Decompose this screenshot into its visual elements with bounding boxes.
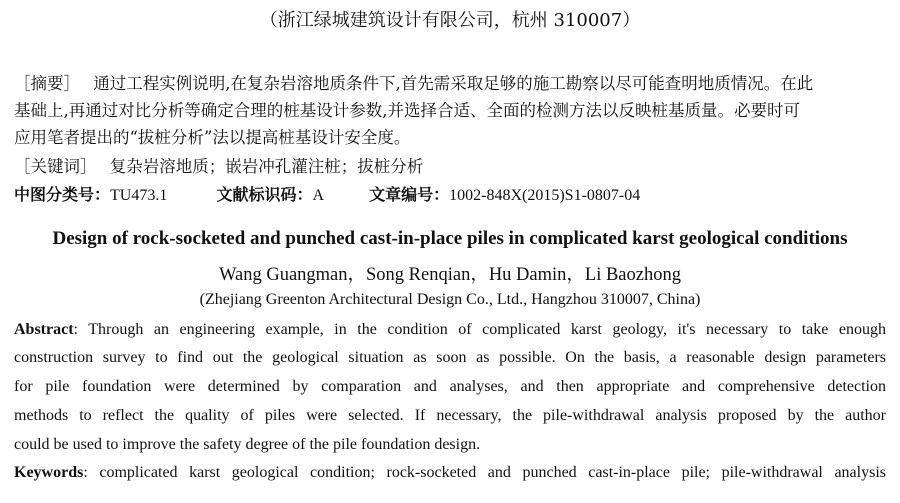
keywords-en (14, 464, 886, 482)
abstract-cn-line-3: 应用笔者提出的“拔桩分析”法以提高桩基设计安全度。 (14, 128, 411, 147)
keywords-cn-text: 复杂岩溶地质；嵌岩冲孔灌注桩；拔桩分析 (109, 157, 424, 176)
abstract-en-text-1: Through an engineering example, in the condition of complicated karst geology, it's necessary to take enough (88, 321, 887, 338)
doc-code-label: 文献标识码： (216, 185, 313, 204)
abstract-cn-label: ［摘要］ (14, 74, 80, 93)
keywords-en-sep: : (83, 464, 88, 481)
keywords-cn-label: ［关键词］ (14, 157, 97, 176)
affiliation-en: (Zhejiang Greenton Architectural Design Co., Ltd., Hangzhou 310007, China) (199, 291, 701, 308)
abstract-en-sep: : (73, 321, 78, 338)
abstract-en-line-5: could be used to improve the safety degree of the pile foundation design. (14, 436, 481, 453)
keywords-cn (14, 153, 423, 177)
abstract-en-label: Abstract (14, 321, 74, 338)
clc-value: TU473.1 (110, 187, 168, 204)
abstract-cn-line-2: 基础上,再通过对比分析等确定合理的桩基设计参数,并选择合适、全面的检测方法以反映桩基质量。必要时可 (14, 101, 800, 120)
keywords-en-text: complicated karst geological condition; rock-socketed and punched cast-in-place pile; pile-withdrawal analysis (99, 464, 886, 481)
clc-label: 中图分类号： (14, 185, 111, 204)
abstract-cn-text-1: 通过工程实例说明,在复杂岩溶地质条件下,首先需采取足够的施工勘察以尽可能查明地质情况。在此 (93, 74, 814, 93)
classification-line (14, 182, 640, 205)
authors-en: Wang Guangman，Song Renqian，Hu Damin，Li Baozhong (219, 265, 681, 285)
abstract-cn-line-1 (14, 70, 813, 94)
title-en: Design of rock-socketed and punched cast-in-place piles in complicated karst geological conditions (52, 228, 848, 249)
doc-code-value: A (312, 187, 325, 204)
abstract-en-line-1 (14, 321, 886, 339)
abstract-en-line-2: construction survey to find out the geological situation as soon as possible. On the basis, a reasonable design parameters (14, 349, 886, 366)
affiliation-cn: （浙江绿城建筑设计有限公司，杭州 310007） (259, 10, 641, 31)
keywords-en-label: Keywords (14, 464, 84, 481)
article-number-value: 1002-848X(2015)S1-0807-04 (449, 187, 641, 204)
abstract-en-line-4: methods to reflect the quality of piles were selected. If necessary, the pile-withdrawal analysis proposed by the author (14, 407, 886, 424)
article-number-label: 文章编号： (369, 185, 450, 204)
abstract-en-line-3: for pile foundation were determined by comparation and analyses, and then appropriate and comprehensive detection (14, 378, 886, 395)
